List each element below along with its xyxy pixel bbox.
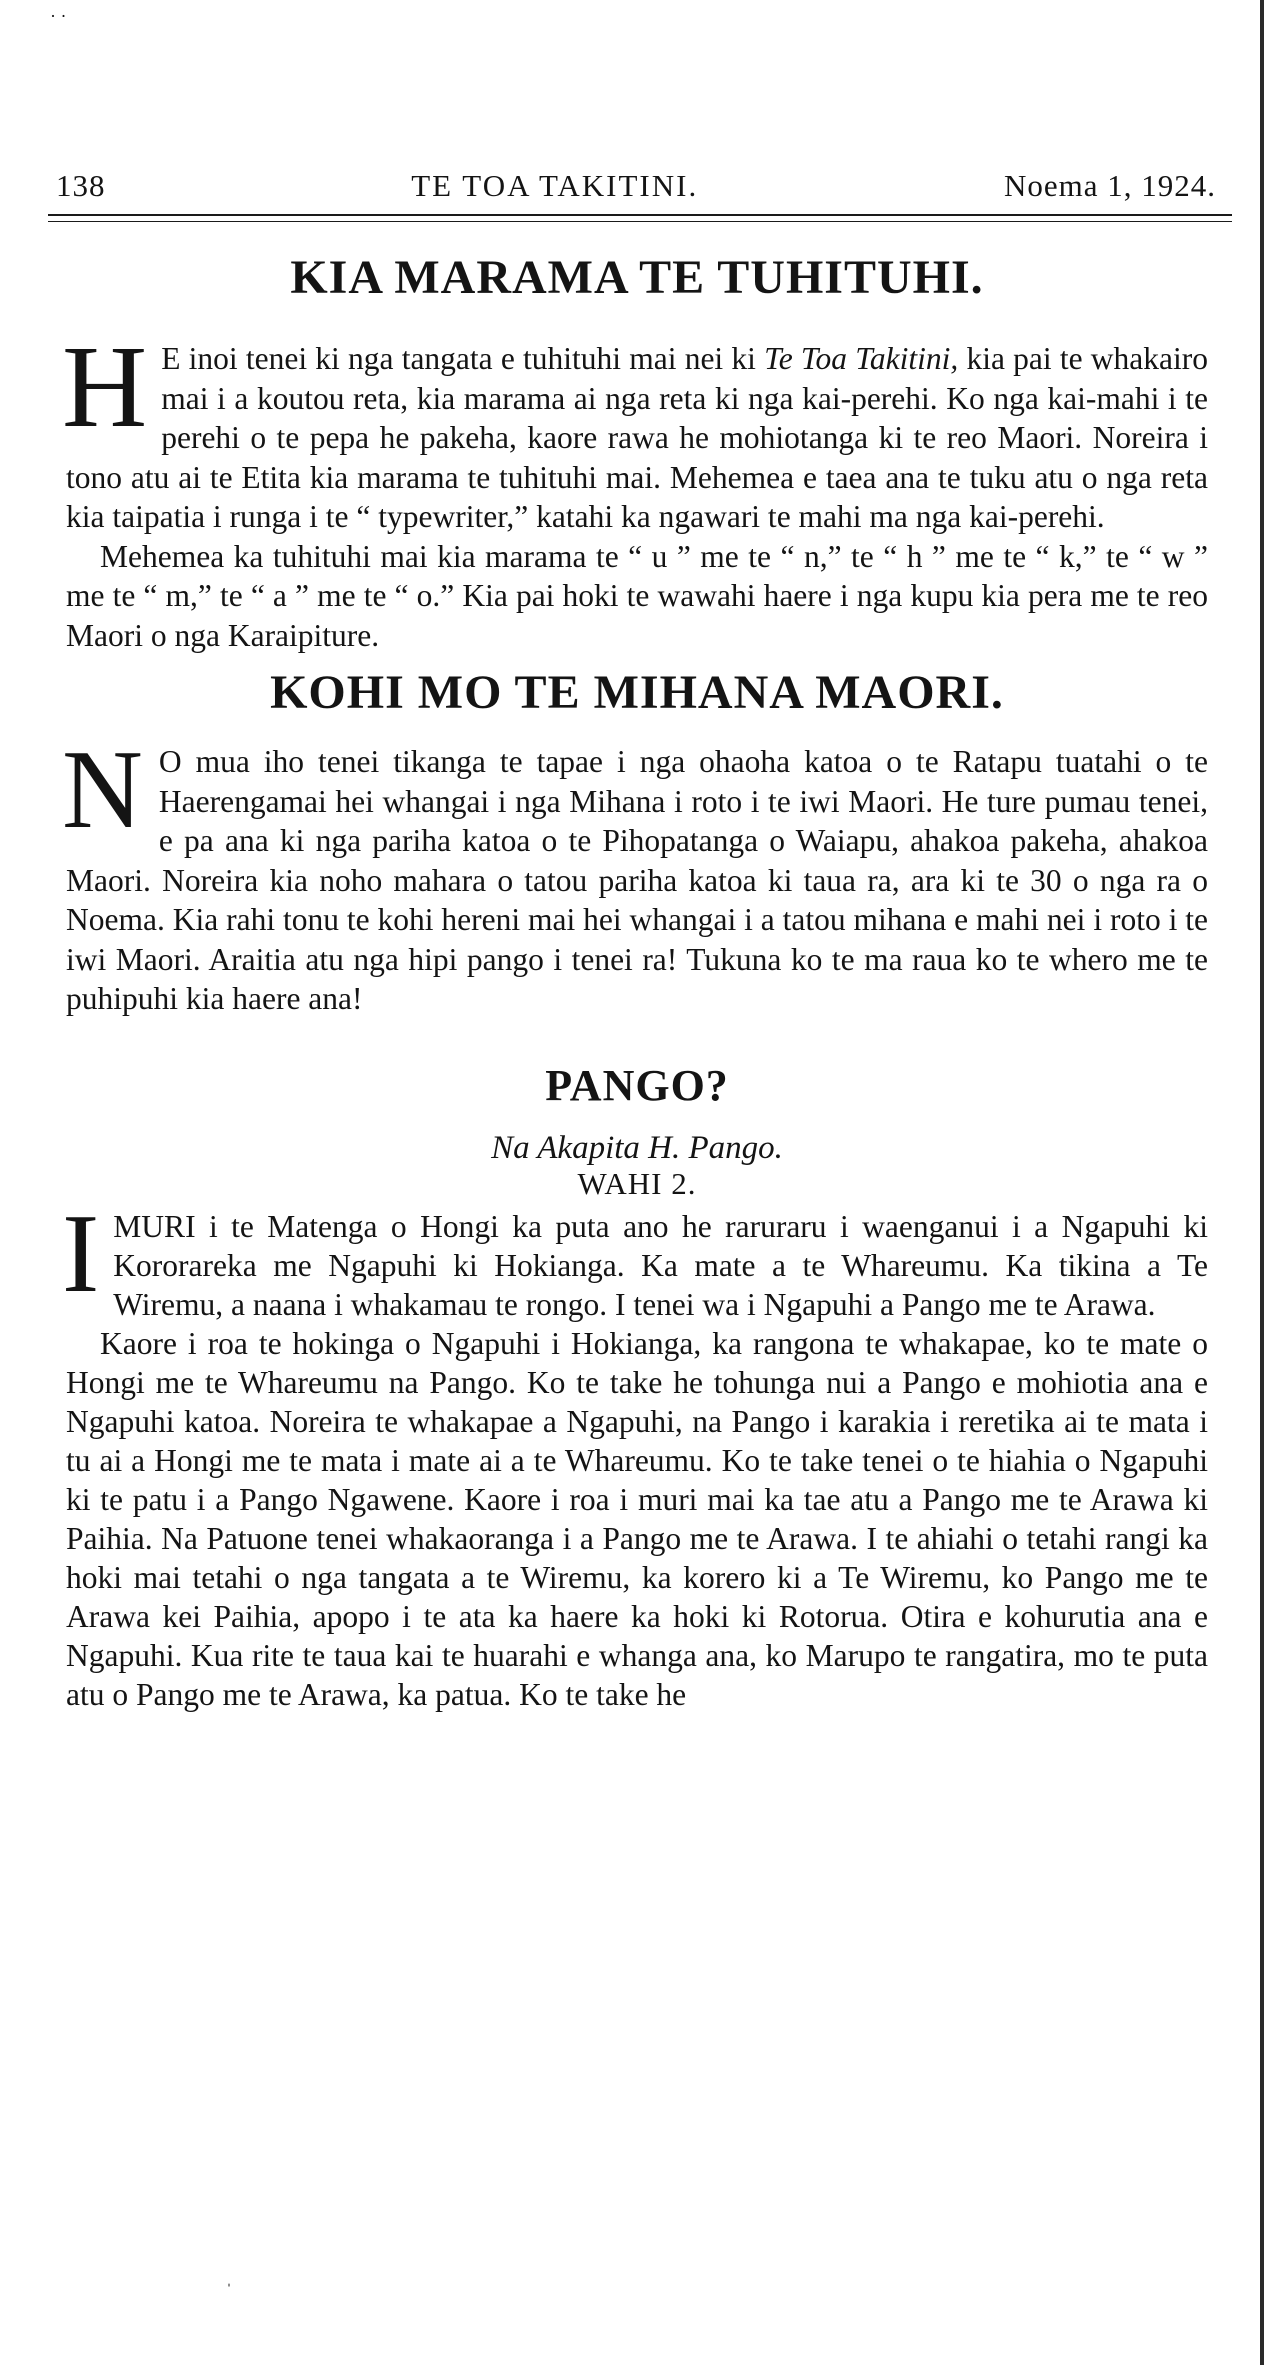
- drop-cap: N: [62, 728, 143, 853]
- paragraph-text: kia pai te whakairo mai i a koutou reta, kia marama ai nga reta ki nga kai-perehi. Ko nga kai-mahi i te perehi o te pepa he pakeha, kaore rawa he mohiotanga ki te reo Maori. Noreira i tono atu ai te Etita kia marama te tuhituhi mai. Mehemea e taea ana te tuku atu o nga reta kia taipatia i runga i te “ typewriter,” katahi ka ngawari te mahi ma nga kai-perehi.: [66, 341, 1208, 535]
- running-header: [56, 168, 1216, 204]
- article-paragraph: [62, 728, 1208, 1019]
- paragraph-italic-text: Te Toa Takitini,: [764, 341, 959, 377]
- article-paragraph: Mehemea ka tuhituhi mai kia marama te “ u ” me te “ n,” te “ h ” me te “ k,” te “ w ” me te “ m,” te “ a ” me te “ o.” Kia pai hoki te wawahi haere i nga kupu kia pera me te reo Maori o nga Karaipiture.: [66, 538, 1208, 653]
- article-title: KOHI MO TE MIHANA MAORI.: [270, 666, 1004, 720]
- page-edge-shadow: [1260, 0, 1264, 2365]
- article-kohi-mihana: [62, 665, 1208, 1019]
- main-column: [62, 250, 1208, 1714]
- article-title: PANGO?: [545, 1060, 729, 1110]
- article-part-label: WAHI 2.: [577, 1166, 697, 1202]
- article-paragraph: [62, 1192, 1208, 1324]
- article-byline: Na Akapita H. Pango.: [491, 1130, 783, 1167]
- page-number: 138: [56, 168, 106, 203]
- drop-cap: I: [62, 1192, 100, 1317]
- issue-date: Noema 1, 1924.: [1003, 168, 1216, 203]
- scan-specks: · ·: [50, 6, 67, 26]
- publication-title: TE TOA TAKITINI.: [411, 168, 699, 203]
- scan-tick-mark: ˈ: [226, 2280, 232, 2300]
- article-kia-marama: [62, 250, 1208, 655]
- paragraph-text: MURI i te Matenga o Hongi ka puta ano he raruraru i waenganui i a Ngapuhi ki Kororareka me Ngapuhi ki Hokianga. Ka mate a te Whareumu. Ka tikina a Te Wiremu, a naana i whakamau te rongo. I tenei wa i Ngapuhi a Pango me te Arawa.: [113, 1209, 1208, 1323]
- paragraph-text: E inoi tenei ki nga tangata e tuhituhi mai nei ki: [161, 341, 765, 377]
- drop-cap: H: [62, 321, 148, 453]
- article-pango: [62, 1060, 1208, 1715]
- article-paragraph: [62, 321, 1208, 537]
- paragraph-text: O mua iho tenei tikanga te tapae i nga ohaoha katoa o te Ratapu tuatahi o te Haerengamai hei whangai i nga Mihana i roto i te iwi Maori. He ture pumau tenei, e pa ana ki nga pariha katoa o te Pihopatanga o Waiapu, ahakoa pakeha, ahakoa Maori. Noreira kia noho mahara o tatou pariha katoa ki taua ra, ara ki te 30 o nga ra o Noema. Kia rahi tonu te kohi hereni mai hei whangai i a tatou mihana e mahi nei i roto i te iwi Maori. Araitia atu nga hipi pango i tenei ra! Tukuna ko te ma raua ko te whero me te puhipuhi kia haere ana!: [66, 744, 1208, 1017]
- header-rule-thin: [48, 221, 1232, 222]
- article-paragraph: Kaore i roa te hokinga o Ngapuhi i Hokianga, ka rangona te whakapae, ko te mate o Hongi me te Whareumu na Pango. Ko te take he tohunga nui a Pango e mohiotia ana e Ngapuhi katoa. Noreira te whakapae a Ngapuhi, na Pango i karakia i reretika ai te mata i tu ai a Hongi me te mata i mate ai a te Whareumu. Ko te take tenei o te hiahia o Ngapuhi ki te patu i a Pango Ngawene. Kaore i roa i muri mai ka tae atu a Pango me te Arawa ki Paihia. Na Patuone tenei whakaoranga i a Pango me te Arawa. I te ahiahi o tetahi rangi ka hoki mai tetahi o nga tangata a te Wiremu, ka korero ki a Te Wiremu, ko Pango me te Arawa kei Paihia, apopo i te ata ka haere ka hoki ki Rotorua. Otira e kohurutia ana e Ngapuhi. Kua rite te taua kai te huarahi e whanga ana, ko Marupo te rangatira, mo te puta atu o Pango me te Arawa, ka patua. Ko te take he: [66, 1326, 1208, 1713]
- article-title: KIA MARAMA TE TUHITUHI.: [290, 251, 984, 304]
- header-rule-thick: [48, 214, 1232, 216]
